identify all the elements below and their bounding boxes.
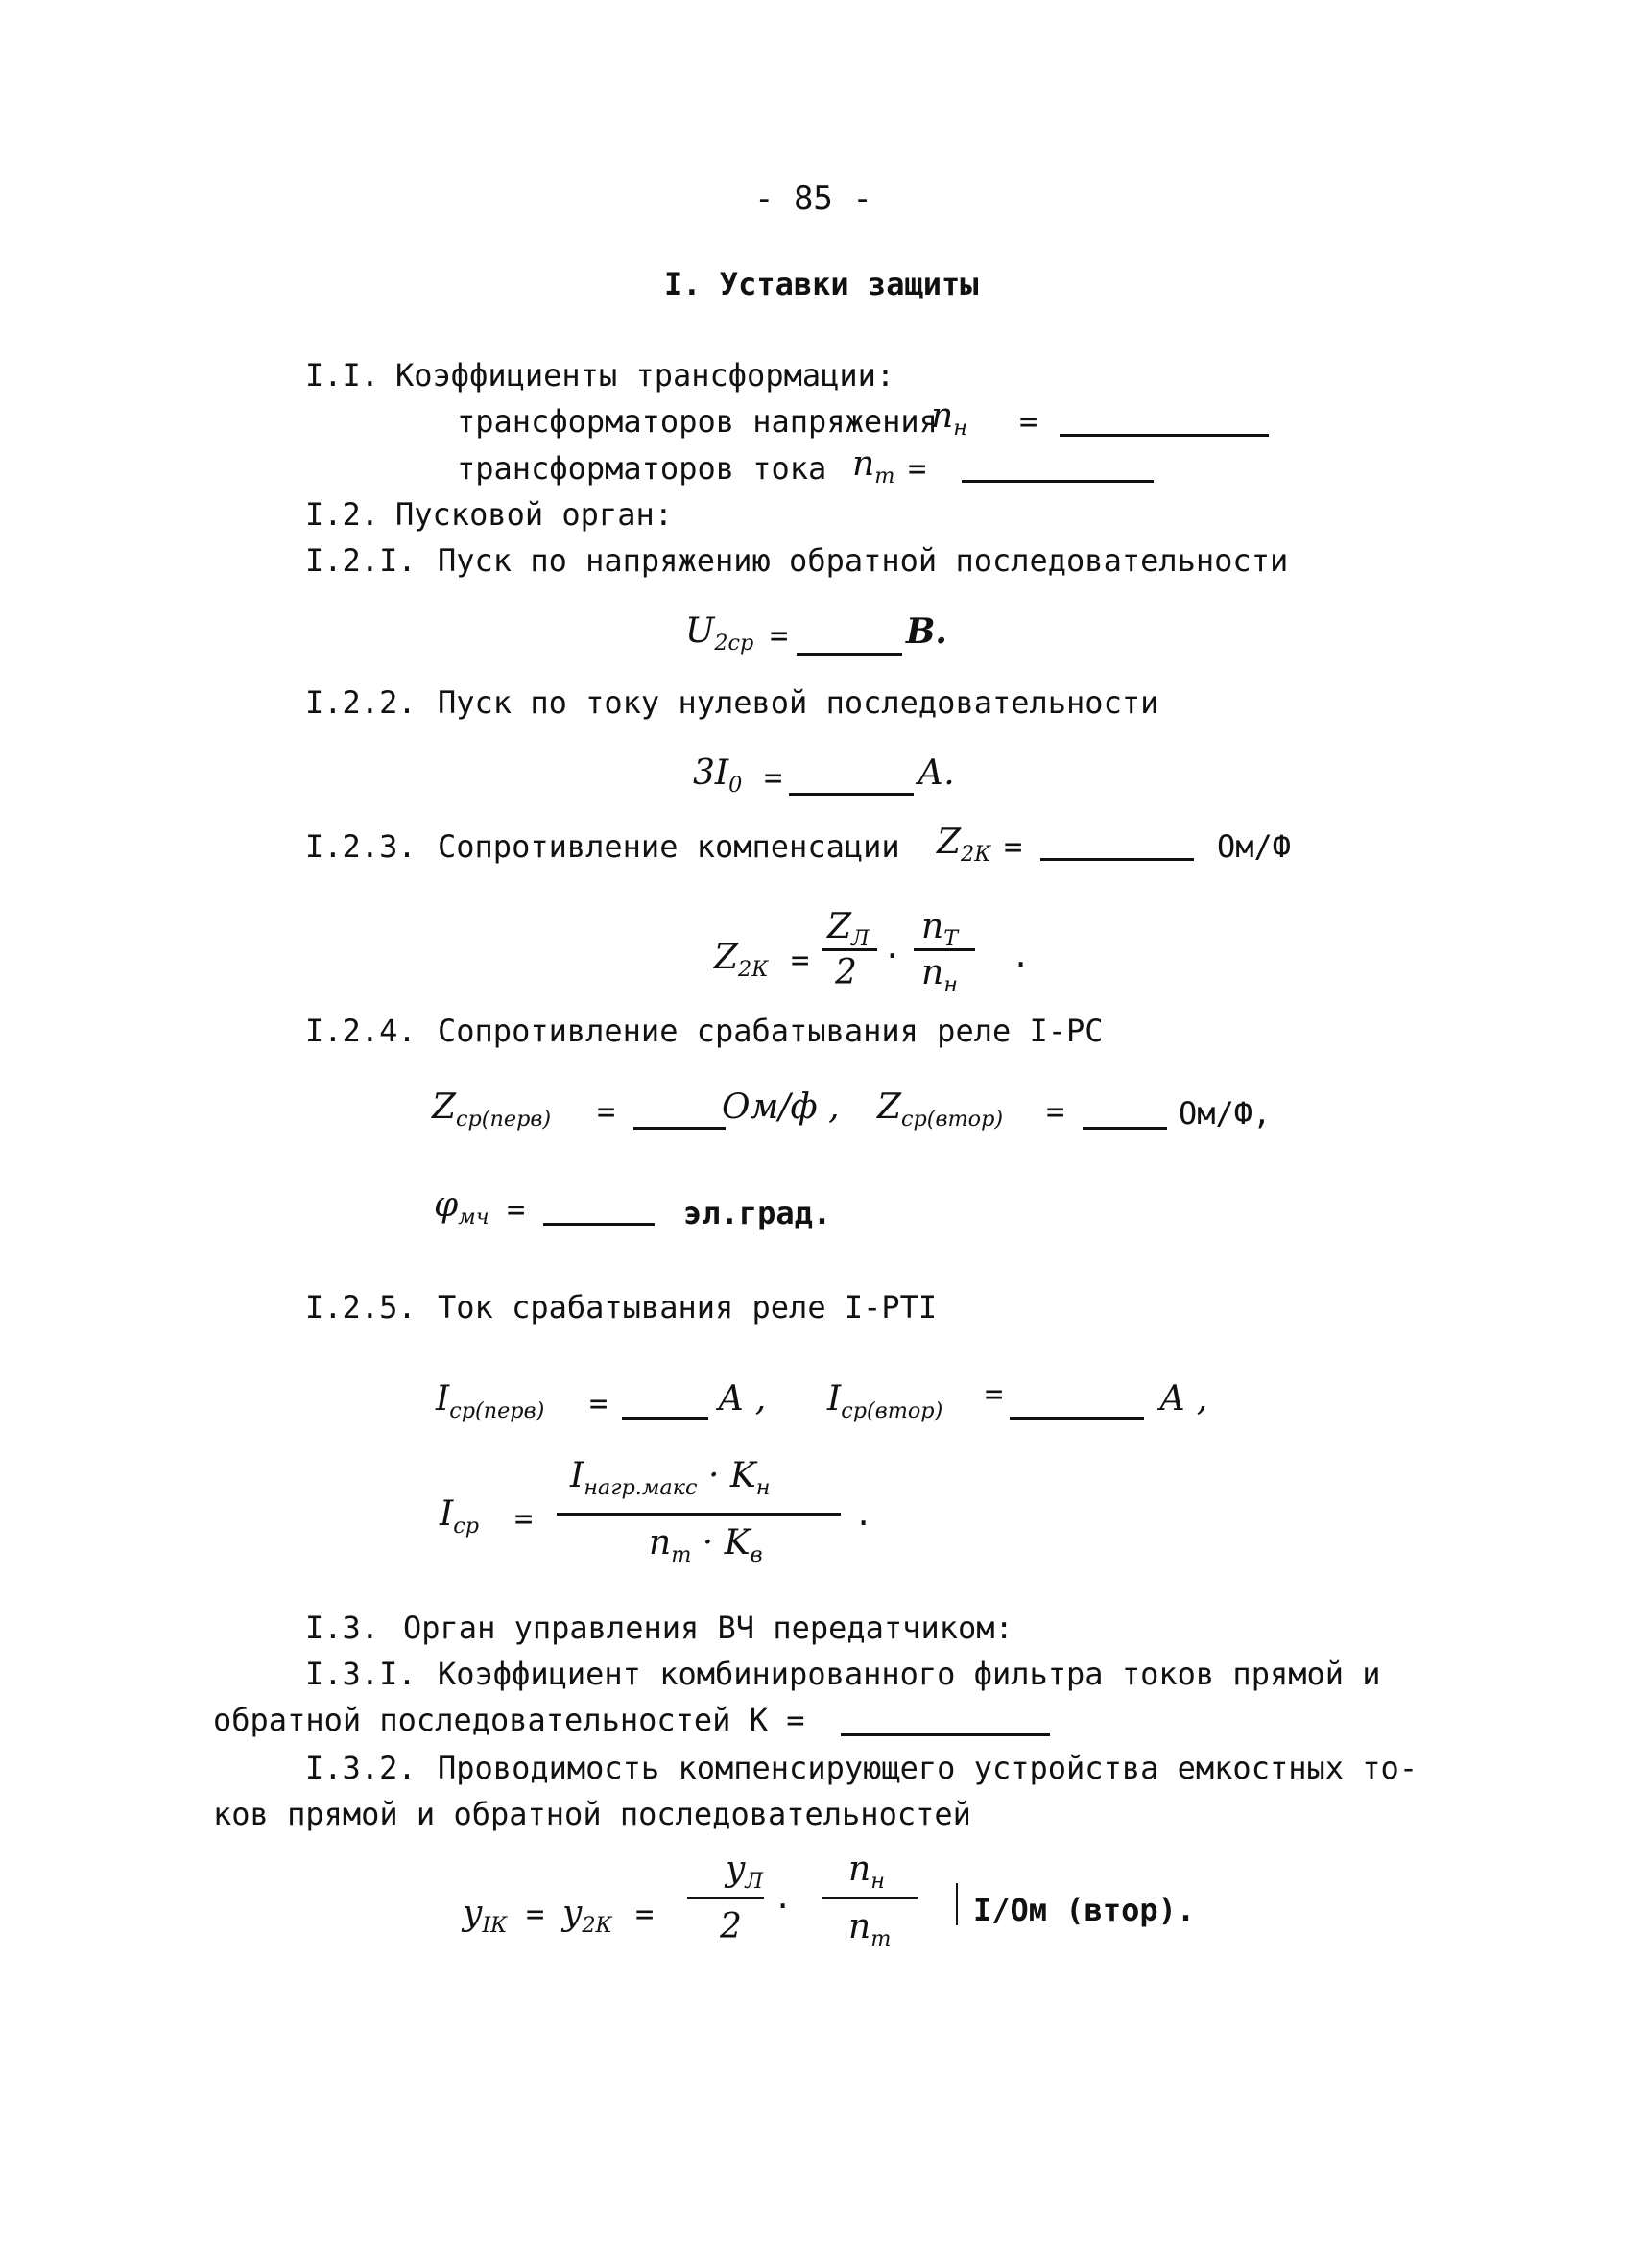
fraction-bar [822,948,877,951]
phi-value-blank[interactable] [543,1223,655,1226]
fraction-numerator: $Z_Л$ [827,907,870,951]
page-heading: I. Уставки защиты [664,266,979,302]
equals-sign: = [635,1896,655,1932]
equals-sign: = [908,450,927,487]
z-primary-symbol: $Z_{ср(перв)}$ [432,1087,552,1132]
current-ratio-blank[interactable] [962,480,1154,483]
equals-sign: = [985,1375,1004,1412]
i-secondary-unit: А , [1159,1379,1208,1419]
period: . [854,1496,873,1533]
section-title: Коэффициенты трансформации: [395,357,895,394]
z-secondary-unit: Ом/Ф, [1179,1095,1272,1132]
3i0-value-blank[interactable] [789,793,914,796]
u2-unit: В. [906,611,947,652]
period: . [1012,938,1031,974]
equals-sign: = [1019,403,1038,440]
section-text: Пуск по напряжению обратной последовательности [438,542,1289,579]
section-number: I.2.4. [305,1013,417,1049]
separator [956,1883,958,1925]
phi-symbol: $\varphi_{мч}$ [434,1185,489,1229]
3i0-unit: А. [918,753,955,793]
voltage-ratio-symbol: $n_н$ [931,396,967,441]
3i0-symbol: $3I_0$ [693,753,743,798]
equals-sign: = [1004,828,1023,865]
equals-sign: = [791,942,810,978]
phi-unit: эл.град. [683,1195,832,1231]
z-secondary-symbol: $Z_{ср(втор)}$ [877,1087,1004,1132]
i-primary-blank[interactable] [622,1417,708,1420]
z-primary-unit: Ом/ф , [722,1087,840,1127]
section-number: I.2.5. [305,1289,417,1325]
y1k-symbol: $y_{IК}$ [463,1894,508,1938]
section-text: Сопротивление компенсации [438,828,900,865]
z2k-symbol: $Z_{2К}$ [937,823,991,867]
fraction-denominator: $n_т \cdot K_в$ [649,1523,763,1567]
fraction-denominator: 2 [835,953,857,992]
equals-sign: = [526,1896,545,1932]
section-number: I.3.I. [305,1656,417,1692]
section-text: Пуск по току нулевой последовательности [438,684,1159,721]
formula-lhs: $Z_{2К}$ [714,938,769,982]
i-secondary-blank[interactable] [1010,1417,1144,1420]
equals-sign: = [589,1385,608,1421]
z2k-unit: Ом/Ф [1217,828,1292,865]
equals-sign: = [514,1500,534,1537]
i-primary-unit: А , [718,1379,767,1419]
multiply-dot: · [774,1888,793,1924]
section-number: I.2.2. [305,684,417,721]
fraction-denominator: $n_т$ [848,1907,892,1951]
y2k-symbol: $y_{2К}$ [562,1894,612,1938]
section-text: ков прямой и обратной последовательностей [213,1796,971,1832]
page-number: - 85 - [754,179,872,218]
z2k-value-blank[interactable] [1040,858,1194,861]
section-text: Коэффициент комбинированного фильтра токов прямой и [438,1656,1381,1692]
fraction-numerator: $I_{нагр.макс} \cdot K_н$ [570,1456,771,1500]
section-number: I.3. [305,1610,380,1646]
fraction-bar [557,1513,841,1516]
section-number: I.2.3. [305,828,417,865]
equals-sign: = [770,617,789,654]
section-number: I.3.2. [305,1750,417,1786]
fraction-numerator: $n_Т$ [921,907,959,951]
i-primary-symbol: $I_{ср(перв)}$ [436,1379,545,1423]
u2-symbol: $U_{2ср}$ [685,611,754,656]
section-number: I.I. [305,357,380,394]
formula-lhs: $I_{ср}$ [440,1494,480,1539]
voltage-ratio-blank[interactable] [1060,434,1269,437]
z-primary-blank[interactable] [633,1127,726,1130]
fraction-bar [822,1897,918,1899]
multiply-dot: · [883,938,902,974]
current-transformer-label: трансформаторов тока [457,450,827,487]
fraction-numerator: $n_н$ [848,1850,885,1894]
section-title: Орган управления ВЧ передатчиком: [403,1610,1013,1646]
i-secondary-symbol: $I_{ср(втор)}$ [827,1379,943,1423]
equals-sign: = [1046,1093,1065,1130]
equals-sign: = [507,1191,526,1228]
fraction-bar [914,948,975,951]
section-number: I.2. [305,496,380,533]
section-number: I.2.I. [305,542,417,579]
current-ratio-symbol: $n_т$ [852,444,895,489]
section-title: Пусковой орган: [395,496,673,533]
fraction-denominator: $n_н$ [921,953,958,997]
voltage-transformer-label: трансформаторов напряжения [457,403,938,440]
fraction-denominator: 2 [720,1907,742,1946]
section-text: Ток срабатывания реле I-PTI [438,1289,938,1325]
y-unit: I/Ом (втор). [973,1892,1196,1928]
k-value-blank[interactable] [841,1733,1050,1736]
fraction-numerator: $y_Л$ [726,1850,763,1894]
section-text: обратной последовательностей К = [213,1702,805,1738]
fraction-bar [687,1897,764,1899]
equals-sign: = [597,1093,616,1130]
section-text: Проводимость компенсирующего устройства емкостных то- [438,1750,1419,1786]
equals-sign: = [764,759,783,796]
section-text: Сопротивление срабатывания реле I-РС [438,1013,1104,1049]
z-secondary-blank[interactable] [1083,1127,1167,1130]
u2-value-blank[interactable] [797,653,902,656]
